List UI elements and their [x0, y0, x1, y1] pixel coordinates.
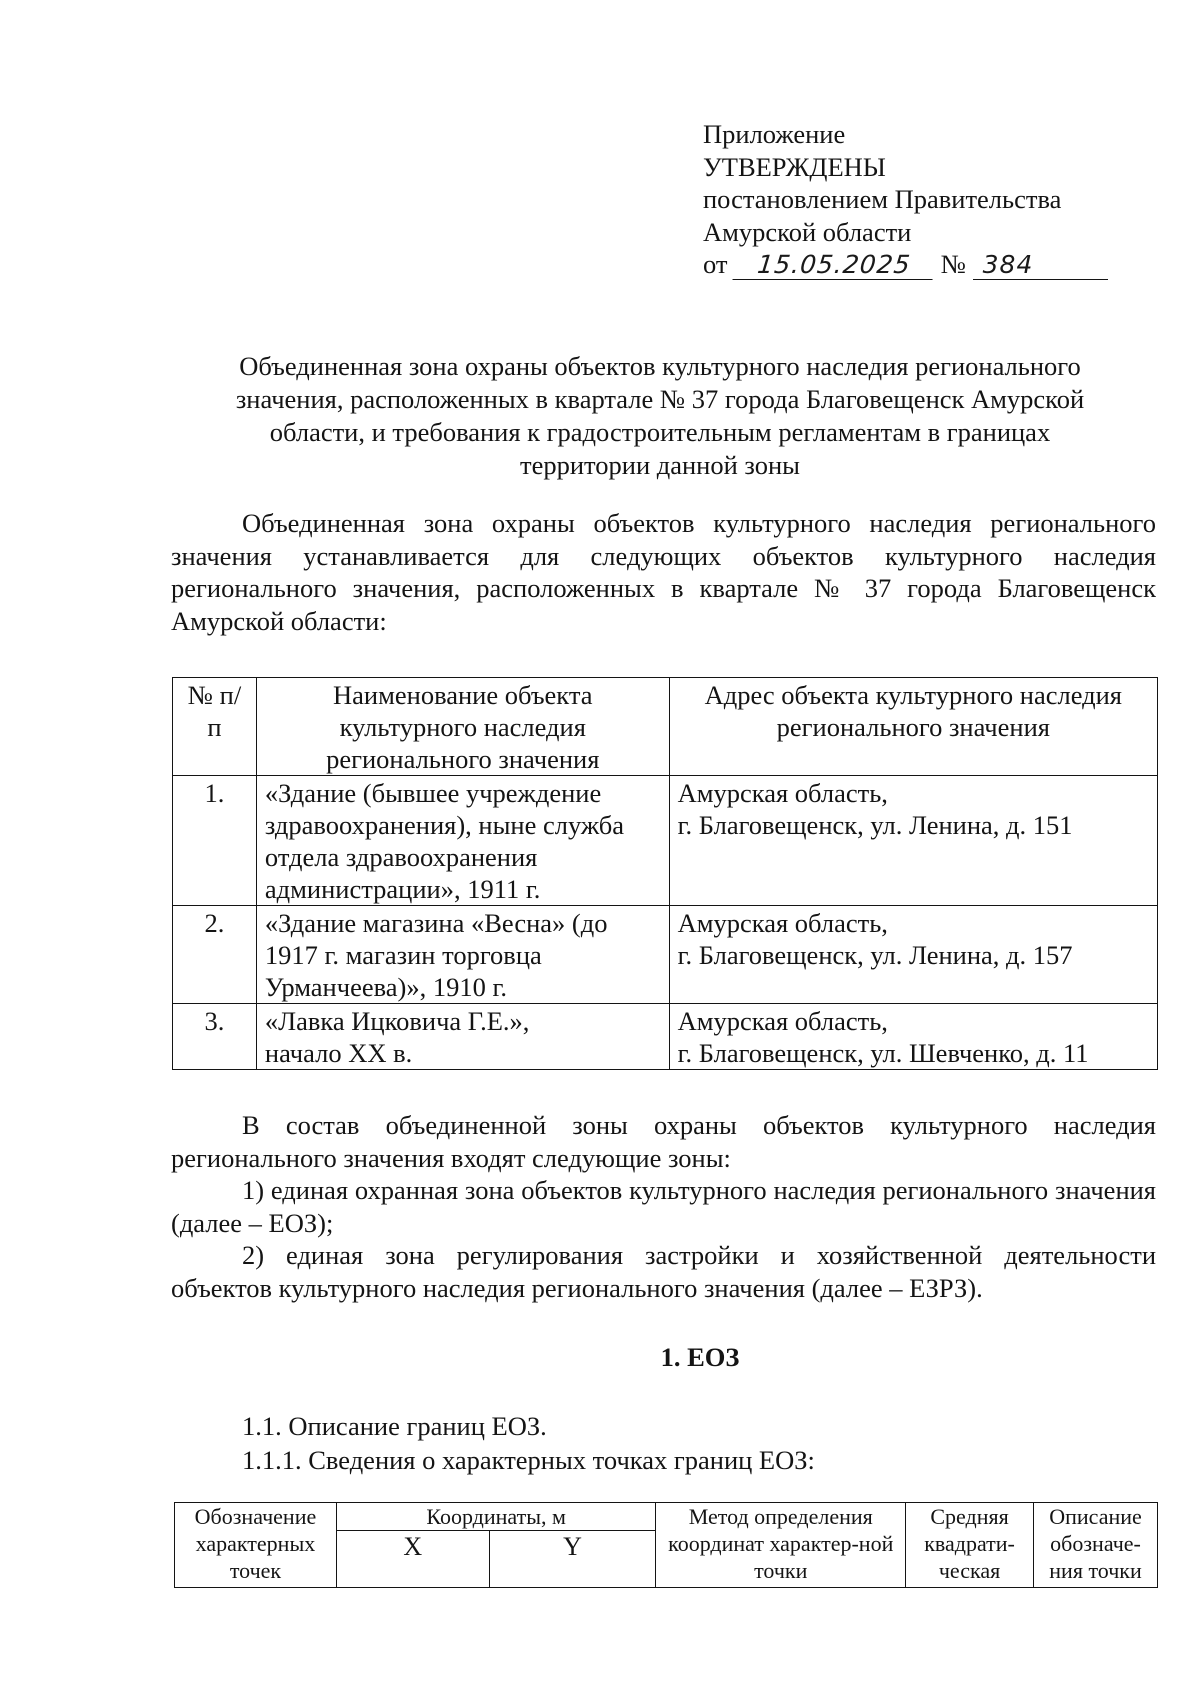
approval-date-number [703, 248, 1108, 281]
title-line: значения, расположенных в квартале № 37 города Благовещенск Амурской [235, 384, 1085, 414]
document-title [160, 350, 1160, 482]
section-heading: 1. ЕОЗ [660, 1342, 740, 1372]
header-address: Адрес объекта культурного наследия регионального значения [669, 678, 1157, 776]
header-num: № п/п [173, 678, 257, 776]
col-y: Y [489, 1531, 656, 1588]
col-description: Описание обозначе-ния точки [1034, 1503, 1158, 1588]
row-name: «Здание (бывшее учреждение здравоохранения), ныне служба отдела здравоохранения администрации», 1911 г. [256, 776, 669, 906]
address-line: г. Благовещенск, ул. Ленина, д. 157 [677, 940, 1073, 970]
points-header-row [175, 1503, 1158, 1531]
row-num: 2. [173, 906, 257, 1004]
col-designation: Обозначение характерных точек [175, 1503, 337, 1588]
approval-region: Амурской области [703, 216, 912, 247]
row-name: «Здание магазина «Весна» (до 1917 г. магазин торговца Урманчеева)», 1910 г. [256, 906, 669, 1004]
table-row [173, 906, 1158, 1004]
subsection-heading: 1.1. Описание границ ЕОЗ. [242, 1411, 547, 1441]
approval-approved: УТВЕРЖДЕНЫ [703, 151, 886, 182]
intro-paragraph: Объединенная зона охраны объектов культурного наследия регионального значения устанавливается для следующих объектов культурного наследия регионального значения, расположенных в квартале № 37 города Благовещенск Амурской области: [171, 508, 1156, 636]
approval-resolution: постановлением Правительства [703, 184, 1062, 214]
address-line: г. Благовещенск, ул. Шевченко, д. 11 [677, 1038, 1089, 1068]
name-line: начало XX в. [264, 1038, 413, 1068]
table-row [173, 776, 1158, 906]
address-line: г. Благовещенск, ул. Ленина, д. 151 [677, 810, 1073, 840]
table-header-row [173, 678, 1158, 776]
row-num: 1. [173, 776, 257, 906]
subsection-heading: 1.1.1. Сведения о характерных точках границ ЕОЗ: [242, 1445, 815, 1475]
handwritten-date: 15.05.2025 [733, 251, 936, 280]
title-line: области, и требования к градостроительным регламентам в границах [269, 417, 1051, 447]
row-address [669, 1004, 1157, 1070]
name-line: «Лавка Ицковича Г.Е.», [264, 1006, 530, 1036]
zones-paragraph: В состав объединенной зоны охраны объектов культурного наследия регионального значения входят следующие зоны: [171, 1110, 1156, 1173]
row-name [256, 1004, 669, 1070]
title-line: Объединенная зона охраны объектов культурного наследия регионального [239, 351, 1081, 381]
zone-item-1: 1) единая охранная зона объектов культурного наследия регионального значения (далее – ЕОЗ); [171, 1175, 1156, 1238]
col-method: Метод определения координат характер-ной точки [656, 1503, 906, 1588]
table-row [173, 1004, 1158, 1070]
date-prefix: от [703, 249, 728, 279]
approval-block [703, 118, 1108, 281]
address-line: Амурская область, [677, 908, 888, 938]
number-prefix: № [940, 249, 967, 279]
objects-table [172, 677, 1158, 1070]
row-address [669, 776, 1157, 906]
row-num: 3. [173, 1004, 257, 1070]
row-address [669, 906, 1157, 1004]
zone-item-2: 2) единая зона регулирования застройки и хозяйственной деятельности объектов культурного наследия регионального значения (далее – ЕЗРЗ). [171, 1240, 1156, 1303]
address-line: Амурская область, [677, 778, 888, 808]
header-name: Наименование объекта культурного наследия регионального значения [256, 678, 669, 776]
col-x: X [336, 1531, 489, 1588]
approval-appendix: Приложение [703, 119, 846, 149]
col-mean: Средняя квадрати-ческая [906, 1503, 1034, 1588]
points-table [174, 1502, 1158, 1588]
col-coordinates: Координаты, м [336, 1503, 656, 1531]
address-line: Амурская область, [677, 1006, 888, 1036]
handwritten-number: 384 [973, 251, 1108, 280]
title-line: территории данной зоны [520, 450, 800, 480]
